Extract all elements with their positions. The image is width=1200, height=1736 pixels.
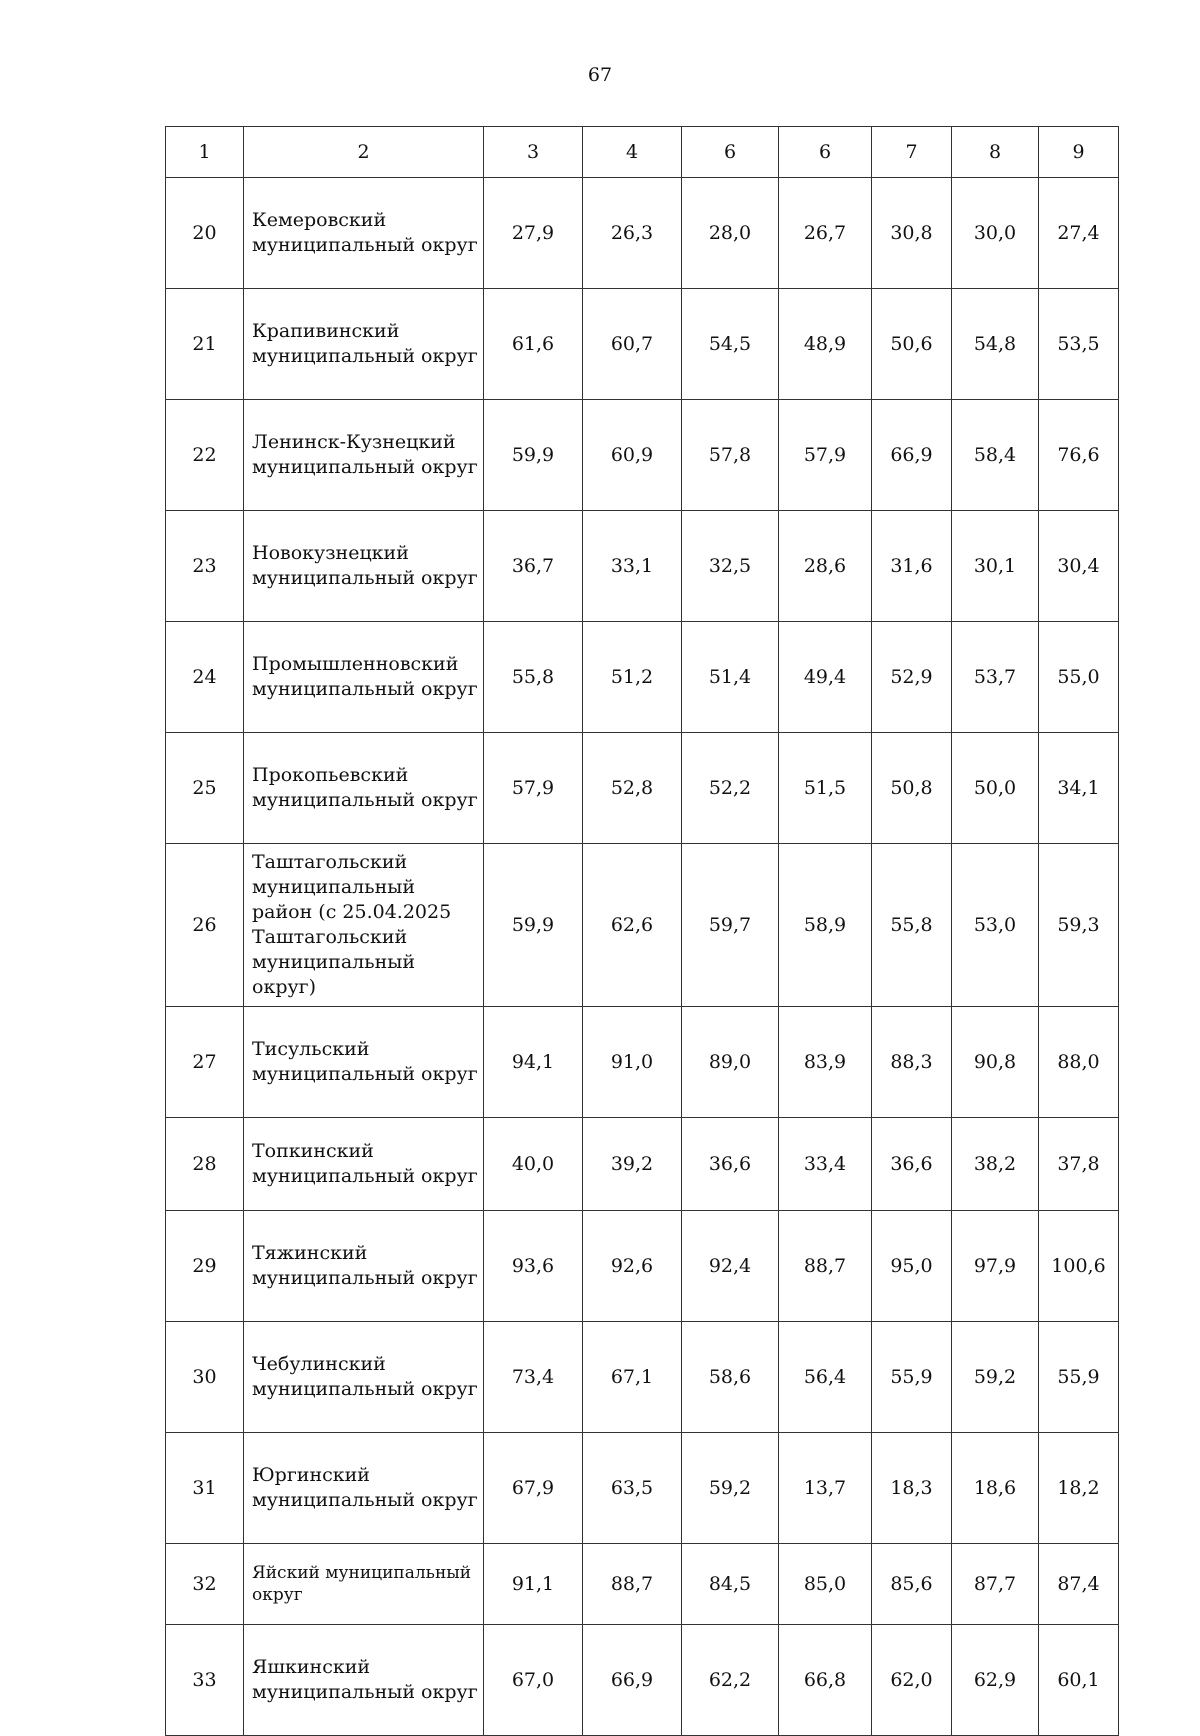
row-number: 20 <box>166 178 244 289</box>
table-row <box>166 1211 1119 1322</box>
table-row <box>166 289 1119 400</box>
column-header: 8 <box>952 127 1039 178</box>
value-cell: 50,6 <box>872 289 952 400</box>
value-cell: 56,4 <box>779 1322 872 1433</box>
municipality-name: Топкинский муниципальный округ <box>244 1118 484 1211</box>
value-cell: 66,8 <box>779 1625 872 1736</box>
value-cell: 58,9 <box>779 844 872 1007</box>
value-cell: 18,6 <box>952 1433 1039 1544</box>
row-number: 24 <box>166 622 244 733</box>
municipality-name: Яшкинский муниципальный округ <box>244 1625 484 1736</box>
value-cell: 91,0 <box>583 1007 682 1118</box>
municipality-name: Новокузнецкий муниципальный округ <box>244 511 484 622</box>
value-cell: 62,0 <box>872 1625 952 1736</box>
row-number: 21 <box>166 289 244 400</box>
column-header: 6 <box>682 127 779 178</box>
value-cell: 87,7 <box>952 1544 1039 1625</box>
value-cell: 26,7 <box>779 178 872 289</box>
value-cell: 66,9 <box>872 400 952 511</box>
table-row <box>166 511 1119 622</box>
table-row <box>166 1118 1119 1211</box>
page-number: 67 <box>587 64 613 86</box>
value-cell: 54,5 <box>682 289 779 400</box>
value-cell: 49,4 <box>779 622 872 733</box>
value-cell: 32,5 <box>682 511 779 622</box>
value-cell: 88,7 <box>583 1544 682 1625</box>
value-cell: 59,7 <box>682 844 779 1007</box>
municipality-name: Чебулинский муниципальный округ <box>244 1322 484 1433</box>
value-cell: 30,8 <box>872 178 952 289</box>
value-cell: 85,6 <box>872 1544 952 1625</box>
column-header: 3 <box>484 127 583 178</box>
municipality-name: Прокопьевский муниципальный округ <box>244 733 484 844</box>
value-cell: 62,9 <box>952 1625 1039 1736</box>
value-cell: 37,8 <box>1039 1118 1119 1211</box>
table-row <box>166 1544 1119 1625</box>
value-cell: 87,4 <box>1039 1544 1119 1625</box>
municipality-name: Тисульский муниципальный округ <box>244 1007 484 1118</box>
value-cell: 59,3 <box>1039 844 1119 1007</box>
column-header: 7 <box>872 127 952 178</box>
column-header: 4 <box>583 127 682 178</box>
value-cell: 60,7 <box>583 289 682 400</box>
row-number: 27 <box>166 1007 244 1118</box>
value-cell: 92,6 <box>583 1211 682 1322</box>
value-cell: 50,0 <box>952 733 1039 844</box>
value-cell: 59,2 <box>682 1433 779 1544</box>
value-cell: 61,6 <box>484 289 583 400</box>
value-cell: 53,5 <box>1039 289 1119 400</box>
value-cell: 76,6 <box>1039 400 1119 511</box>
value-cell: 85,0 <box>779 1544 872 1625</box>
row-number: 22 <box>166 400 244 511</box>
value-cell: 59,9 <box>484 844 583 1007</box>
value-cell: 97,9 <box>952 1211 1039 1322</box>
value-cell: 83,9 <box>779 1007 872 1118</box>
value-cell: 48,9 <box>779 289 872 400</box>
value-cell: 51,4 <box>682 622 779 733</box>
value-cell: 63,5 <box>583 1433 682 1544</box>
row-number: 30 <box>166 1322 244 1433</box>
value-cell: 36,6 <box>872 1118 952 1211</box>
value-cell: 94,1 <box>484 1007 583 1118</box>
value-cell: 18,2 <box>1039 1433 1119 1544</box>
municipality-name: Таштагольский муниципальный район (с 25.04.2025 Таштагольский муниципальный округ) <box>244 844 484 1007</box>
value-cell: 33,4 <box>779 1118 872 1211</box>
value-cell: 60,9 <box>583 400 682 511</box>
value-cell: 30,4 <box>1039 511 1119 622</box>
value-cell: 51,2 <box>583 622 682 733</box>
row-number: 32 <box>166 1544 244 1625</box>
row-number: 28 <box>166 1118 244 1211</box>
value-cell: 30,0 <box>952 178 1039 289</box>
value-cell: 92,4 <box>682 1211 779 1322</box>
value-cell: 51,5 <box>779 733 872 844</box>
municipality-name: Яйский муниципальный округ <box>244 1544 484 1625</box>
value-cell: 67,0 <box>484 1625 583 1736</box>
value-cell: 53,0 <box>952 844 1039 1007</box>
value-cell: 18,3 <box>872 1433 952 1544</box>
value-cell: 55,8 <box>484 622 583 733</box>
municipality-name: Юргинский муниципальный округ <box>244 1433 484 1544</box>
value-cell: 67,1 <box>583 1322 682 1433</box>
table-row <box>166 844 1119 1007</box>
value-cell: 88,3 <box>872 1007 952 1118</box>
value-cell: 53,7 <box>952 622 1039 733</box>
table-row <box>166 1433 1119 1544</box>
value-cell: 90,8 <box>952 1007 1039 1118</box>
table-row <box>166 400 1119 511</box>
value-cell: 93,6 <box>484 1211 583 1322</box>
value-cell: 67,9 <box>484 1433 583 1544</box>
value-cell: 52,9 <box>872 622 952 733</box>
value-cell: 60,1 <box>1039 1625 1119 1736</box>
value-cell: 39,2 <box>583 1118 682 1211</box>
table-row <box>166 178 1119 289</box>
table-row <box>166 622 1119 733</box>
value-cell: 58,4 <box>952 400 1039 511</box>
value-cell: 50,8 <box>872 733 952 844</box>
value-cell: 54,8 <box>952 289 1039 400</box>
value-cell: 59,2 <box>952 1322 1039 1433</box>
value-cell: 33,1 <box>583 511 682 622</box>
value-cell: 13,7 <box>779 1433 872 1544</box>
value-cell: 55,8 <box>872 844 952 1007</box>
value-cell: 84,5 <box>682 1544 779 1625</box>
value-cell: 57,9 <box>484 733 583 844</box>
table-row <box>166 1007 1119 1118</box>
municipality-name: Ленинск-Кузнецкий муниципальный округ <box>244 400 484 511</box>
value-cell: 30,1 <box>952 511 1039 622</box>
value-cell: 88,7 <box>779 1211 872 1322</box>
value-cell: 34,1 <box>1039 733 1119 844</box>
value-cell: 59,9 <box>484 400 583 511</box>
value-cell: 36,7 <box>484 511 583 622</box>
value-cell: 95,0 <box>872 1211 952 1322</box>
value-cell: 27,4 <box>1039 178 1119 289</box>
value-cell: 52,2 <box>682 733 779 844</box>
header-row <box>166 127 1119 178</box>
table-row <box>166 1322 1119 1433</box>
row-number: 25 <box>166 733 244 844</box>
value-cell: 57,9 <box>779 400 872 511</box>
value-cell: 52,8 <box>583 733 682 844</box>
value-cell: 55,0 <box>1039 622 1119 733</box>
value-cell: 36,6 <box>682 1118 779 1211</box>
value-cell: 73,4 <box>484 1322 583 1433</box>
value-cell: 27,9 <box>484 178 583 289</box>
value-cell: 55,9 <box>872 1322 952 1433</box>
row-number: 31 <box>166 1433 244 1544</box>
value-cell: 55,9 <box>1039 1322 1119 1433</box>
value-cell: 58,6 <box>682 1322 779 1433</box>
table-row <box>166 733 1119 844</box>
table-row <box>166 1625 1119 1736</box>
value-cell: 28,6 <box>779 511 872 622</box>
value-cell: 88,0 <box>1039 1007 1119 1118</box>
value-cell: 91,1 <box>484 1544 583 1625</box>
value-cell: 31,6 <box>872 511 952 622</box>
value-cell: 57,8 <box>682 400 779 511</box>
municipality-name: Промышленновский муниципальный округ <box>244 622 484 733</box>
value-cell: 62,2 <box>682 1625 779 1736</box>
column-header: 6 <box>779 127 872 178</box>
value-cell: 100,6 <box>1039 1211 1119 1322</box>
municipality-name: Кемеровский муниципальный округ <box>244 178 484 289</box>
value-cell: 28,0 <box>682 178 779 289</box>
value-cell: 62,6 <box>583 844 682 1007</box>
column-header: 2 <box>244 127 484 178</box>
row-number: 26 <box>166 844 244 1007</box>
municipality-name: Крапивинский муниципальный округ <box>244 289 484 400</box>
value-cell: 89,0 <box>682 1007 779 1118</box>
value-cell: 38,2 <box>952 1118 1039 1211</box>
row-number: 29 <box>166 1211 244 1322</box>
value-cell: 66,9 <box>583 1625 682 1736</box>
value-cell: 40,0 <box>484 1118 583 1211</box>
column-header: 1 <box>166 127 244 178</box>
row-number: 33 <box>166 1625 244 1736</box>
column-header: 9 <box>1039 127 1119 178</box>
municipality-name: Тяжинский муниципальный округ <box>244 1211 484 1322</box>
row-number: 23 <box>166 511 244 622</box>
value-cell: 26,3 <box>583 178 682 289</box>
data-table <box>165 126 1119 1736</box>
